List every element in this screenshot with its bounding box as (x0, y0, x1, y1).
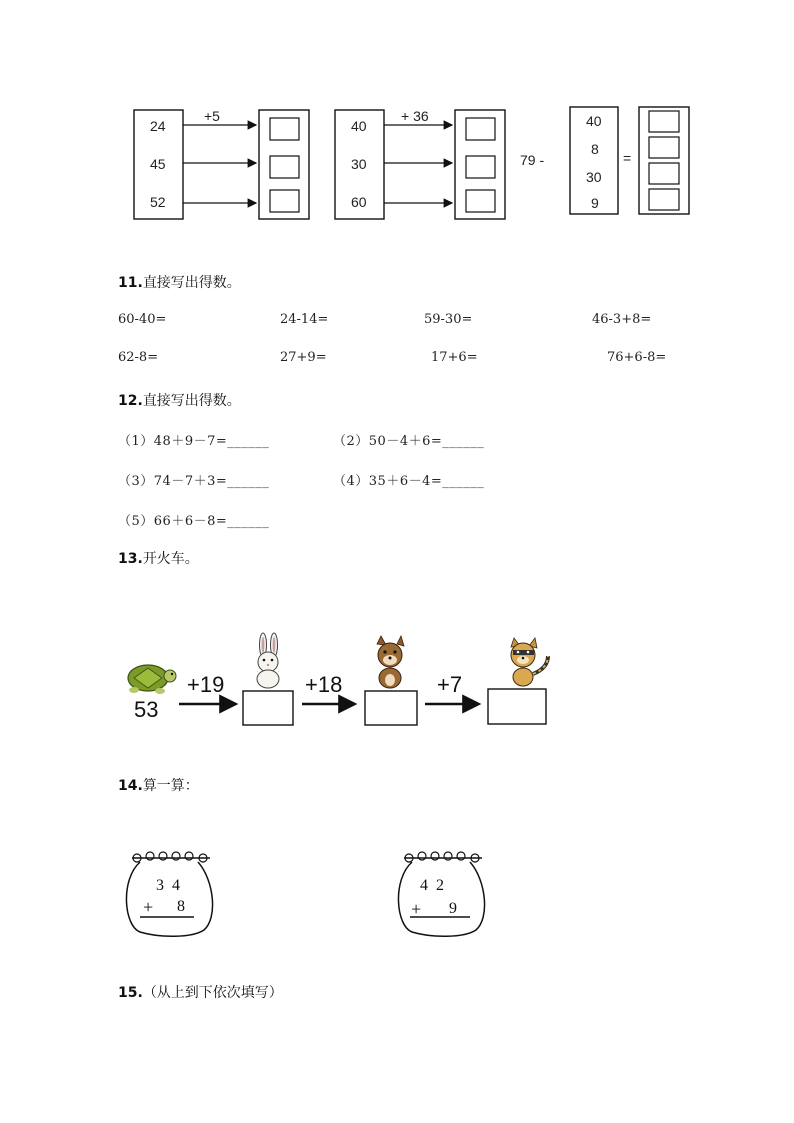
q12-item-5: （5）66＋6－8=______ (118, 514, 270, 529)
q15-number: 15. (118, 985, 143, 1001)
d2-answer-1[interactable] (466, 118, 495, 140)
d2-output-box (455, 110, 505, 219)
d1-input-3: 52 (150, 194, 166, 210)
d1-answer-1[interactable] (270, 118, 299, 140)
q12-item-2: （2）50－4＋6=______ (333, 434, 485, 449)
q11-item-7: 17+6= (431, 350, 478, 365)
d3-subtrahend-4: 9 (591, 195, 599, 211)
rabbit-icon (257, 633, 279, 688)
d1-answer-2[interactable] (270, 156, 299, 178)
d1-answer-3[interactable] (270, 190, 299, 212)
train-step-3: +7 (437, 672, 463, 697)
q14-number: 14. (118, 778, 143, 794)
q13-heading (118, 548, 199, 568)
turtle-icon (128, 665, 176, 694)
q11-item-4: 46-3+8= (592, 312, 652, 327)
d2-input-1: 40 (351, 118, 367, 134)
bag-2-top: 4 2 (420, 877, 446, 894)
q12-item-4: （4）35＋6－4=______ (333, 474, 485, 489)
d3-output-box (639, 107, 689, 214)
train-answer-3[interactable] (488, 689, 546, 724)
d3-equals: = (623, 150, 632, 166)
q13-number: 13. (118, 551, 143, 567)
q11-item-5: 62-8= (118, 350, 159, 365)
dog-icon (377, 636, 404, 688)
q11-item-8: 76+6-8= (607, 350, 667, 365)
q11-item-6: 27+9= (280, 350, 327, 365)
q11-heading (118, 272, 241, 292)
cat-icon (511, 638, 548, 686)
q12-item-1: （1）48＋9－7=______ (118, 434, 270, 449)
q14-heading (118, 775, 199, 795)
bag-1-plus: + (143, 897, 154, 917)
d2-input-3: 60 (351, 194, 367, 210)
d1-input-2: 45 (150, 156, 166, 172)
d2-answer-3[interactable] (466, 190, 495, 212)
bag-1-bottom: 8 (177, 898, 185, 915)
q11-item-3: 59-30= (424, 312, 473, 327)
train-step-2: +18 (305, 672, 343, 697)
d2-input-2: 30 (351, 156, 367, 172)
d3-answer-4[interactable] (649, 189, 679, 210)
d1-input-1: 24 (150, 118, 166, 134)
q11-title: 直接写出得数。 (142, 275, 241, 291)
q12-title: 直接写出得数。 (142, 393, 241, 409)
d1-operation: +5 (204, 108, 220, 124)
bag-2-bottom: 9 (449, 900, 457, 917)
d3-subtrahend-3: 30 (586, 169, 602, 185)
d3-subtrahend-1: 40 (586, 113, 602, 129)
q11-number: 11. (118, 275, 143, 291)
train-start-value: 53 (134, 697, 159, 722)
q12-item-3: （3）74－7＋3=______ (118, 474, 270, 489)
d3-minuend: 79 - (520, 152, 545, 168)
d2-answer-2[interactable] (466, 156, 495, 178)
q13-title: 开火车。 (142, 551, 199, 567)
train-answer-1[interactable] (243, 691, 293, 725)
d1-output-box (259, 110, 309, 219)
d3-subtrahend-2: 8 (591, 141, 599, 157)
q15-heading (118, 982, 283, 1002)
q14-title: 算一算： (142, 778, 199, 794)
d3-answer-2[interactable] (649, 137, 679, 158)
q15-title: （从上到下依次填写） (142, 985, 283, 1001)
q12-number: 12. (118, 393, 143, 409)
d2-operation: + 36 (401, 108, 429, 124)
d3-answer-3[interactable] (649, 163, 679, 184)
q11-item-2: 24-14= (280, 312, 329, 327)
d3-answer-1[interactable] (649, 111, 679, 132)
bag-2-plus: + (411, 899, 422, 919)
train-step-1: +19 (187, 672, 225, 697)
train-answer-2[interactable] (365, 691, 417, 725)
q11-item-1: 60-40= (118, 312, 167, 327)
q12-heading (118, 390, 241, 410)
bag-1-top: 3 4 (156, 877, 182, 894)
